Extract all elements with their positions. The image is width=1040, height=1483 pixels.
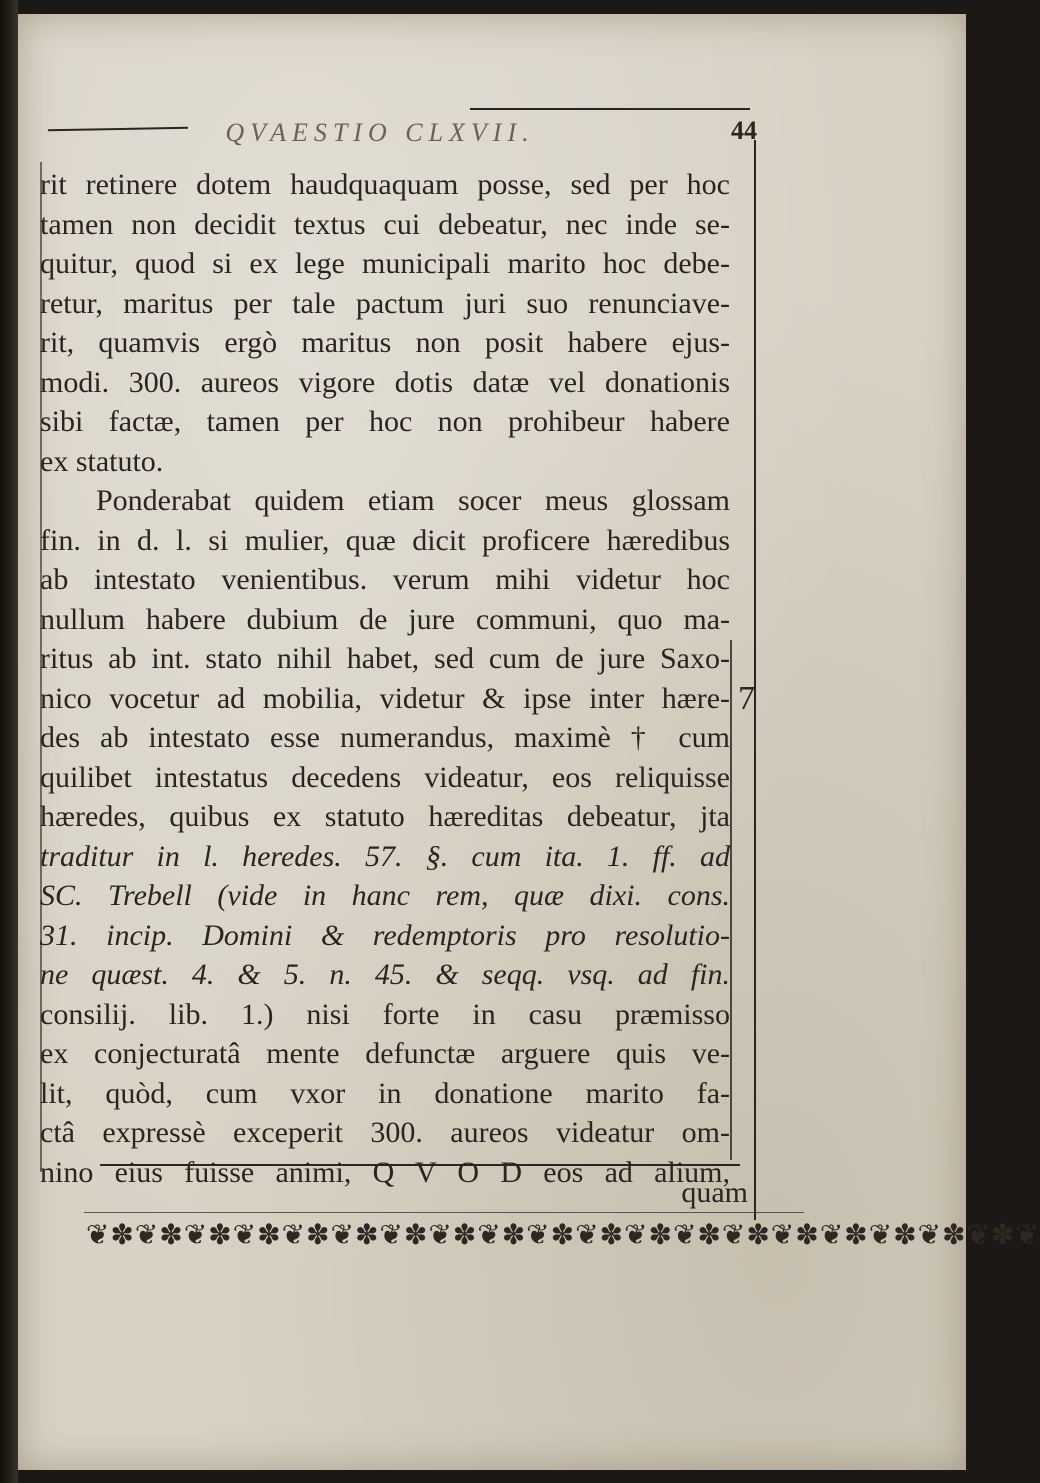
citation-line: traditur in l. heredes. 57. §. cum ita. 1. ff. ad bbox=[40, 839, 730, 873]
text-line: ex conjecturatâ mente defunctæ arguere quis ve- bbox=[40, 1037, 730, 1070]
text-line: quilibet intestatus decedens videatur, eos reliquisse bbox=[40, 760, 730, 794]
text-line: modi. 300. aureos vigore dotis datæ vel donationis bbox=[40, 365, 730, 399]
margin-note-number: 7 bbox=[738, 680, 755, 717]
text-line: retur, maritus per tale pactum juri suo renunciave- bbox=[40, 286, 730, 320]
catchword: quam bbox=[681, 1176, 748, 1209]
header-rule-right bbox=[470, 108, 750, 110]
citation-line: 31. incip. Domini & redemptoris pro resolutio- bbox=[40, 918, 730, 952]
text-line: nino eius fuisse animi, Q V O D eos ad alium, bbox=[40, 1155, 730, 1189]
text-line: nullum habere dubium de jure communi, quo ma- bbox=[40, 602, 730, 636]
text-line: sibi factæ, tamen per hoc non prohibeur habere bbox=[40, 405, 730, 438]
citation-line: SC. Trebell (vide in hanc rem, quæ dixi. cons. bbox=[40, 879, 730, 912]
paragraph-first-line: Ponderabat quidem etiam socer meus glossam bbox=[96, 484, 730, 517]
text-line: quitur, quod si ex lege municipali marito hoc debe- bbox=[40, 247, 730, 280]
text-line: ctâ expressè exceperit 300. aureos videatur om- bbox=[40, 1116, 730, 1149]
page-number: 44 bbox=[731, 116, 757, 145]
citation-line: ne quæst. 4. & 5. n. 45. & seqq. vsq. ad fin. bbox=[40, 958, 730, 991]
text-line: ab intestato venientibus. verum mihi videtur hoc bbox=[40, 563, 730, 596]
main-text bbox=[40, 165, 730, 1192]
frame-inner-right-line bbox=[730, 640, 732, 1160]
book-spine-edge bbox=[0, 0, 18, 1483]
text-line: lit, quòd, cum vxor in donatione marito fa- bbox=[40, 1076, 730, 1110]
text-line: nico vocetur ad mobilia, videtur & ipse inter hære- bbox=[40, 681, 730, 715]
text-line: rit retinere dotem haudquaquam posse, sed per hoc bbox=[40, 168, 730, 201]
text-line: hæredes, quibus ex statuto hæreditas debeatur, jta bbox=[40, 800, 730, 833]
text-line: rit, quamvis ergò maritus non posit habere ejus- bbox=[40, 326, 730, 359]
text-line: ex statuto. bbox=[40, 444, 164, 478]
text-line: ritus ab int. stato nihil habet, sed cum de jure Saxo- bbox=[40, 642, 730, 675]
text-line: tamen non decidit textus cui debeatur, nec inde se- bbox=[40, 207, 730, 241]
text-line: consilij. lib. 1.) nisi forte in casu præmisso bbox=[40, 997, 730, 1031]
footer-rule-lower bbox=[84, 1212, 804, 1213]
running-title: QVAESTIO CLXVII. bbox=[225, 118, 535, 147]
text-line: des ab intestato esse numerandus, maximè † cum bbox=[40, 721, 730, 754]
ornament-band: ❦✽❦✽❦✽❦✽❦✽❦✽❦✽❦✽❦✽❦✽❦✽❦✽❦✽❦✽❦✽❦✽❦✽❦✽❦✽❦ bbox=[86, 1218, 1040, 1251]
text-line: fin. in d. l. si mulier, quæ dicit proficere hæredibus bbox=[40, 523, 730, 557]
